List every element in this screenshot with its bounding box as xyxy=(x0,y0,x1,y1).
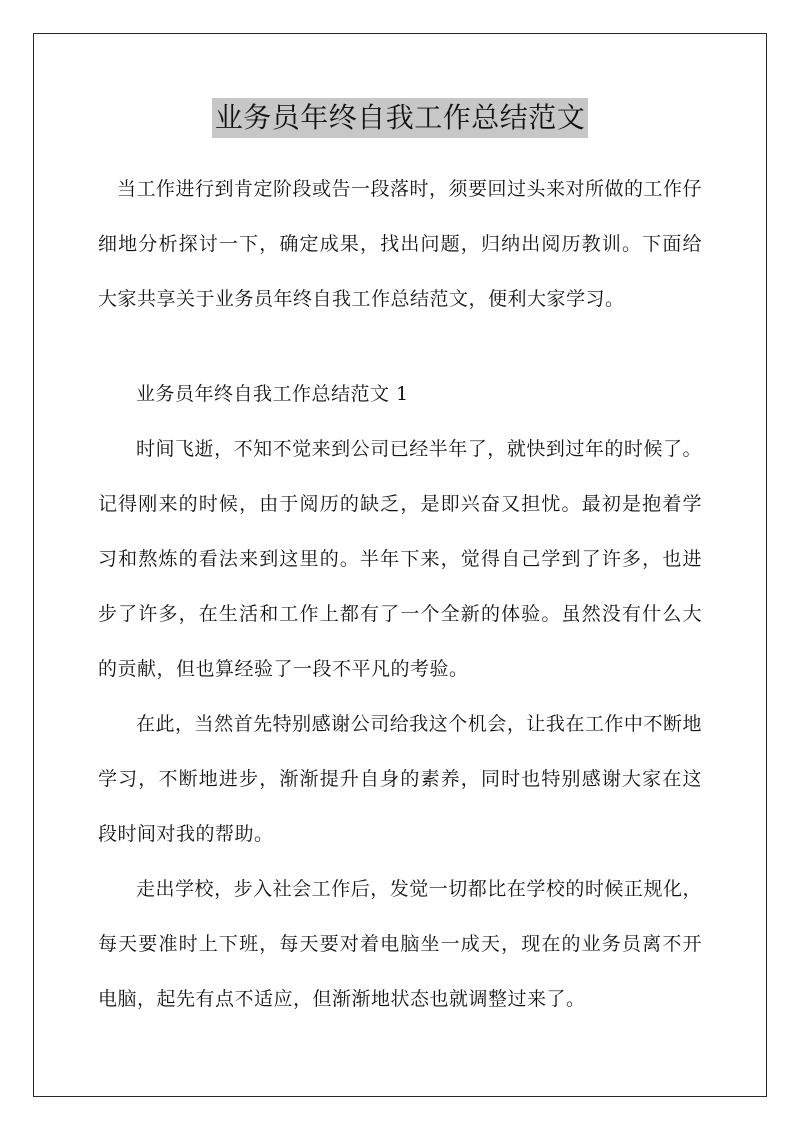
body-paragraph-1: 时间飞逝，不知不觉来到公司已经半年了，就快到过年的时候了。记得刚来的时候，由于阅历的缺乏，是即兴奋又担忧。最初是抱着学习和熬炼的看法来到这里的。半年下来，觉得自己学到了许多，也进步了许多，在生活和工作上都有了一个全新的体验。虽然没有什么大的贡献，但也算经验了一段不平凡的考验。 xyxy=(98,438,702,680)
section-heading: 业务员年终自我工作总结范文 1 xyxy=(136,383,409,405)
intro-paragraph: 当工作进行到肯定阶段或告一段落时，须要回过头来对所做的工作仔细地分析探讨一下，确定成果，找出问题，归纳出阅历教训。下面给大家共享关于业务员年终自我工作总结范文，便利大家学习。 xyxy=(98,178,703,310)
body-section xyxy=(98,367,702,1027)
intro-section xyxy=(98,162,702,327)
document-title: 业务员年终自我工作总结范文 xyxy=(212,98,589,138)
body-paragraph-2: 在此，当然首先特别感谢公司给我这个机会，让我在工作中不断地学习，不断地进步，渐渐提升自身的素养，同时也特别感谢大家在这段时间对我的帮助。 xyxy=(98,713,702,845)
body-paragraph-3: 走出学校，步入社会工作后，发觉一切都比在学校的时候正规化，每天要准时上下班，每天要对着电脑坐一成天，现在的业务员离不开电脑，起先有点不适应，但渐渐地状态也就调整过来了。 xyxy=(98,878,702,1010)
title-container xyxy=(0,98,800,138)
